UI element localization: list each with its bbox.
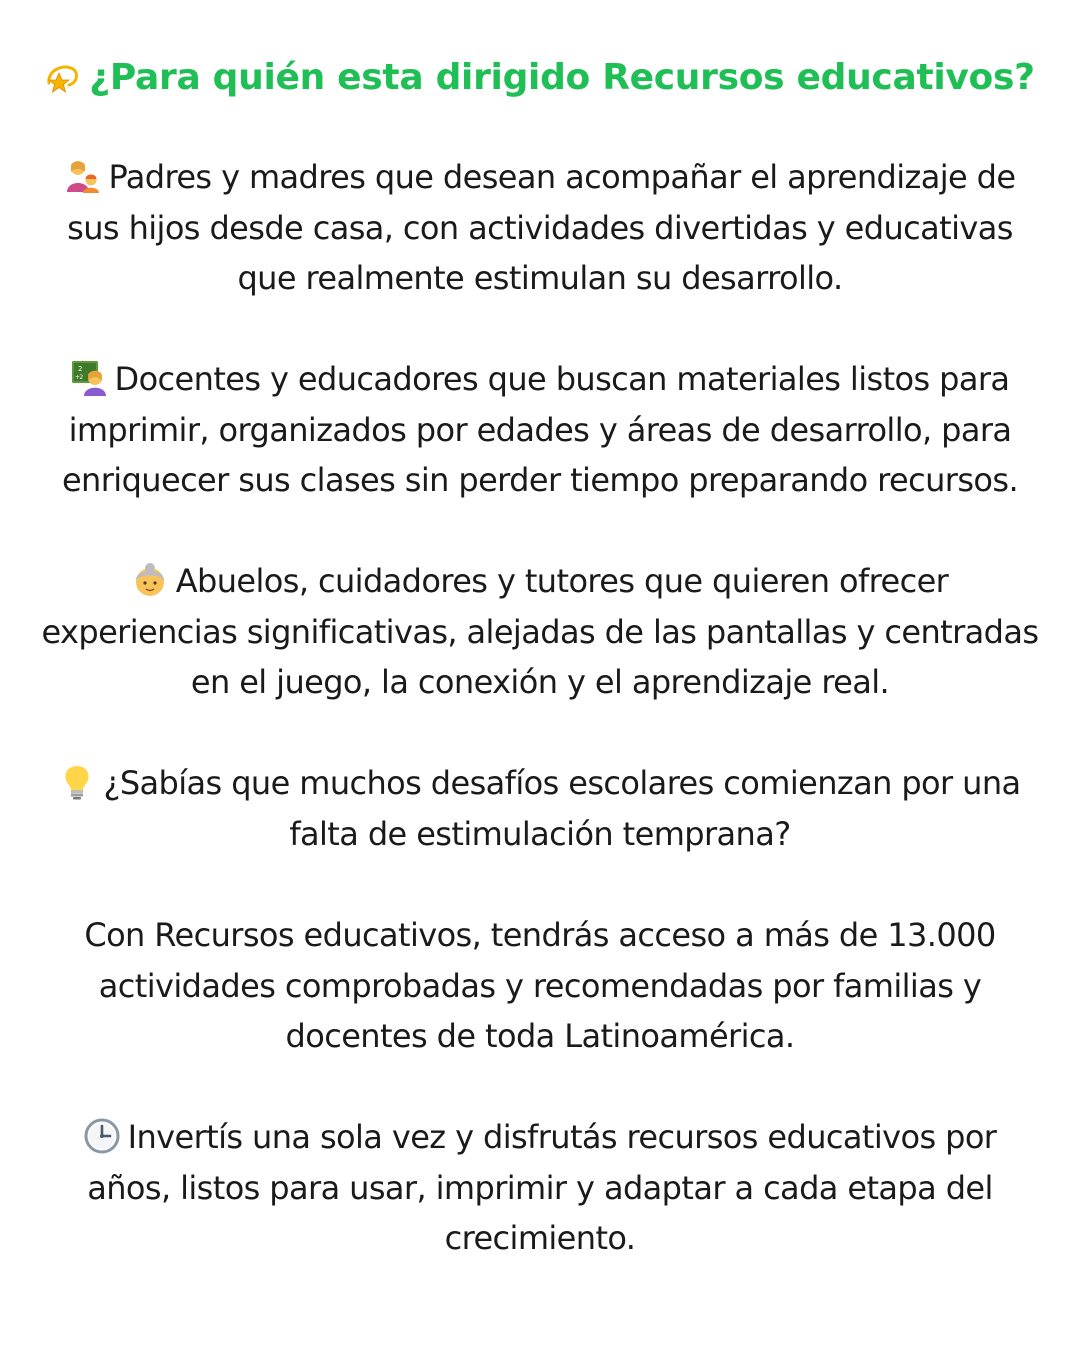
section-line: Abuelos, cuidadores y tutores que quieren ofrecer	[0, 556, 1080, 607]
section-line: Padres y madres que desean acompañar el aprendizaje de	[0, 152, 1080, 203]
section-investment	[0, 1112, 1080, 1264]
teacher-icon	[71, 360, 107, 396]
section-line: imprimir, organizados por edades y áreas de desarrollo, para	[68, 410, 1012, 449]
page-title	[0, 50, 1080, 106]
section-line: sus hijos desde casa, con actividades divertidas y educativas	[67, 208, 1013, 247]
section-line: años, listos para usar, imprimir y adaptar a cada etapa del	[87, 1168, 993, 1207]
section-line: 2 +2 Docentes y educadores que buscan materiales listos para	[0, 354, 1080, 405]
light-bulb-icon	[59, 764, 95, 800]
section-line: en el juego, la conexión y el aprendizaje real.	[190, 663, 890, 701]
parent-with-child-icon	[65, 158, 101, 194]
section-line: experiencias significativas, alejadas de las pantallas y centradas	[41, 612, 1039, 651]
section-line: Invertís una sola vez y disfrutás recursos educativos por	[0, 1112, 1080, 1163]
grandmother-icon	[132, 562, 168, 598]
svg-text:2: 2	[77, 365, 82, 373]
section-parents	[0, 152, 1080, 304]
clock-icon	[84, 1118, 120, 1154]
section-line: enriquecer sus clases sin perder tiempo preparando recursos.	[61, 461, 1019, 499]
section-line: crecimiento.	[444, 1219, 636, 1257]
dizzy-star-icon	[45, 59, 81, 95]
section-line: actividades comprobadas y recomendadas por familias y	[98, 966, 982, 1005]
svg-text:+2: +2	[74, 374, 83, 381]
section-line: que realmente estimulan su desarrollo.	[237, 259, 843, 297]
section-line: Con Recursos educativos, tendrás acceso a más de 13.000	[84, 916, 996, 954]
section-line: docentes de toda Latinoamérica.	[285, 1017, 795, 1055]
section-teachers	[0, 354, 1080, 506]
section-did-you-know	[0, 758, 1080, 859]
section-grandparents	[0, 556, 1080, 708]
section-line: falta de estimulación temprana?	[289, 814, 791, 853]
section-offer	[0, 910, 1080, 1062]
section-line: ¿Sabías que muchos desafíos escolares comienzan por una	[0, 758, 1080, 809]
title-text: ¿Para quién esta dirigido Recursos educativos?	[89, 57, 1035, 98]
